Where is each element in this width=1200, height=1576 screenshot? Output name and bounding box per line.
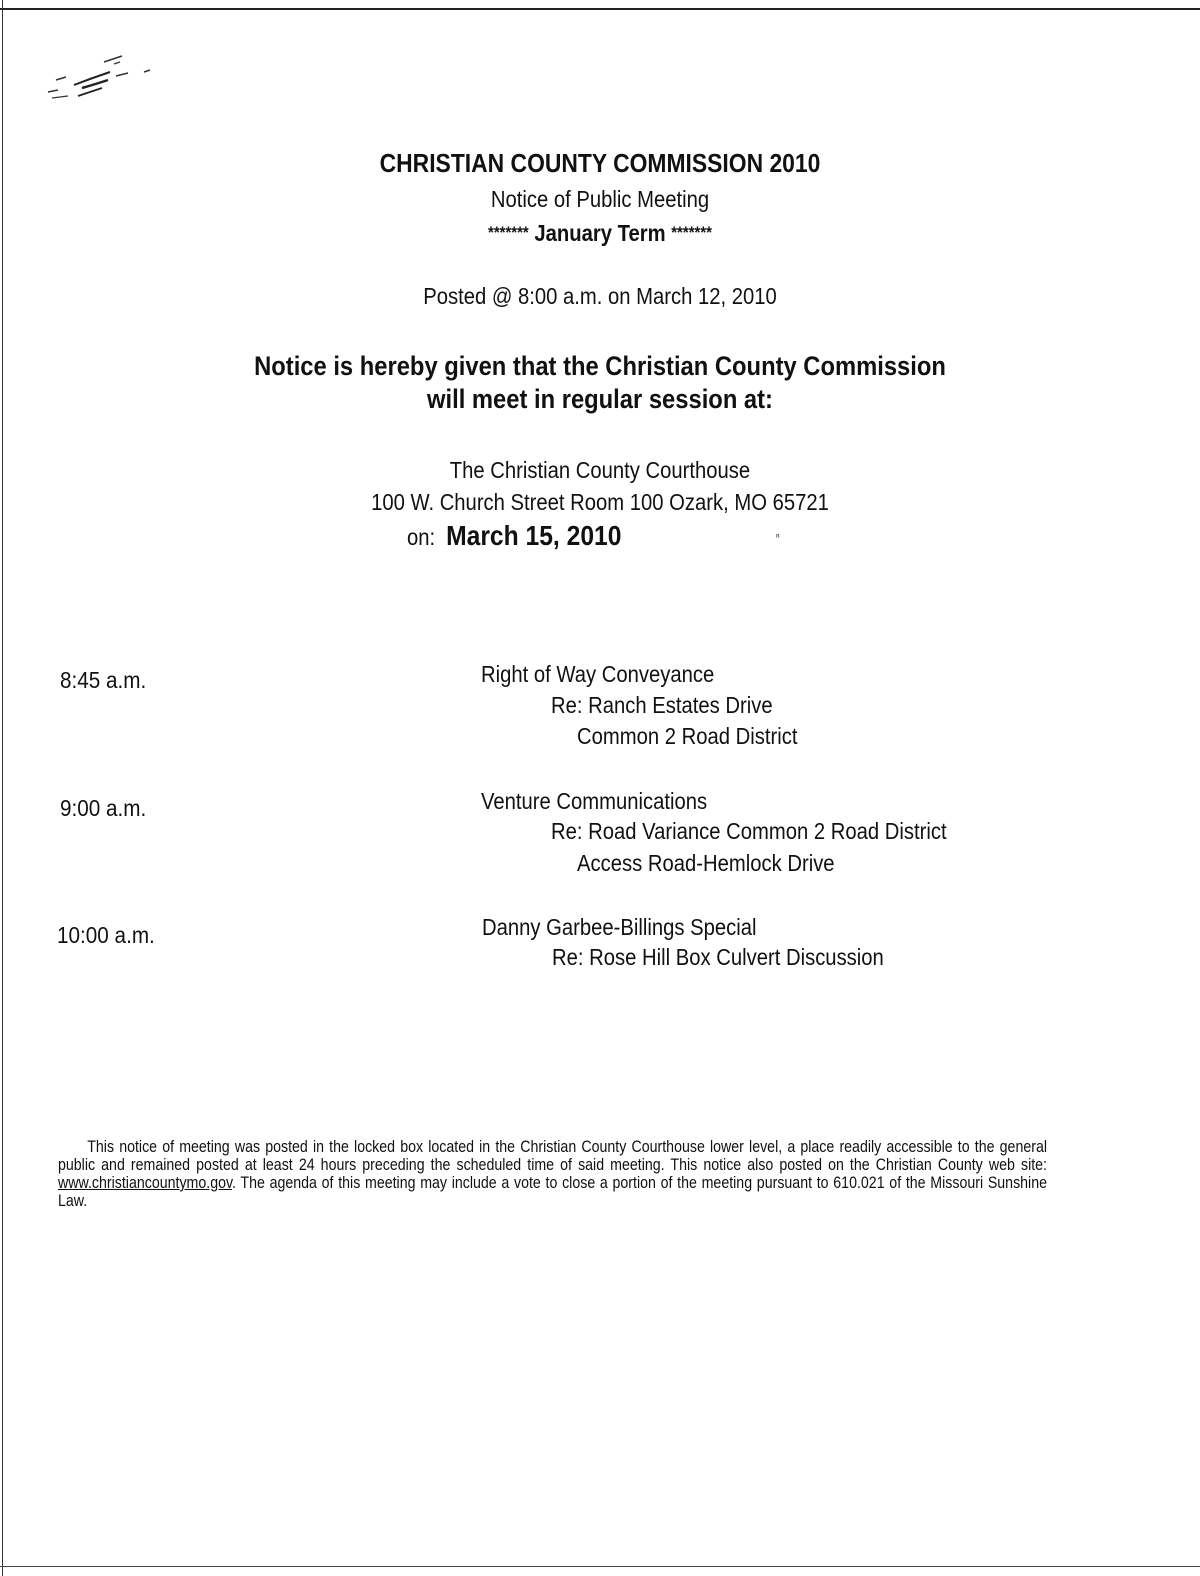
agenda-re: Re: Rose Hill Box Culvert Discussion bbox=[552, 944, 884, 970]
agenda-time: 8:45 a.m. bbox=[60, 667, 147, 693]
notice-line-1: Notice is hereby given that the Christian County Commission bbox=[254, 351, 946, 381]
meeting-date-label: on: bbox=[407, 524, 436, 550]
venue-address: 100 W. Church Street Room 100 Ozark, MO 65721 bbox=[371, 489, 829, 515]
notice-line-2: will meet in regular session at: bbox=[427, 384, 773, 414]
agenda-title: Danny Garbee-Billings Special bbox=[482, 914, 757, 940]
meeting-date bbox=[407, 520, 621, 552]
bottom-border-line bbox=[0, 1566, 1200, 1567]
footer-text: This notice of meeting was posted in the locked box located in the Christian County Courthouse lower level, a place readily accessible to the general public and remained posted at least 24 hours preceding the scheduled time of said meeting. This notice also posted on the Christian County web site: bbox=[58, 1138, 1048, 1174]
agenda-re: Re: Ranch Estates Drive bbox=[551, 692, 773, 718]
scan-speck: ⁿ bbox=[776, 532, 780, 543]
left-border-line bbox=[2, 0, 3, 1576]
meeting-date-value: March 15, 2010 bbox=[446, 520, 622, 551]
agenda-detail: Common 2 Road District bbox=[577, 723, 798, 749]
notice-statement bbox=[72, 350, 1128, 416]
top-border-line bbox=[0, 8, 1200, 10]
venue-block bbox=[72, 454, 1128, 518]
page-title: CHRISTIAN COUNTY COMMISSION 2010 bbox=[379, 148, 821, 178]
footer-disclaimer bbox=[58, 1138, 1047, 1210]
agenda-re: Re: Road Variance Common 2 Road District bbox=[551, 818, 947, 844]
posted-timestamp: Posted @ 8:00 a.m. on March 12, 2010 bbox=[423, 283, 777, 309]
agenda-time: 10:00 a.m. bbox=[57, 922, 155, 948]
footer-text-continued: . The agenda of this meeting may include a vote to close a portion of the meeting pursuant to 610.021 of the Missouri Sunshine Law. bbox=[58, 1174, 1048, 1210]
pen-scribble-mark bbox=[44, 50, 164, 110]
agenda-detail: Access Road-Hemlock Drive bbox=[577, 850, 835, 876]
venue-name: The Christian County Courthouse bbox=[449, 457, 751, 483]
agenda-title: Right of Way Conveyance bbox=[481, 661, 715, 687]
agenda-title: Venture Communications bbox=[481, 788, 708, 814]
county-website-link[interactable]: www.christiancountymo.gov bbox=[58, 1174, 233, 1192]
term-label: January Term bbox=[534, 220, 666, 246]
term-stars-left: ******* bbox=[487, 223, 529, 242]
notice-subtitle: Notice of Public Meeting bbox=[490, 186, 710, 212]
agenda-time: 9:00 a.m. bbox=[60, 795, 147, 821]
term-stars-right: ******* bbox=[671, 223, 712, 242]
term-line bbox=[72, 220, 1128, 247]
